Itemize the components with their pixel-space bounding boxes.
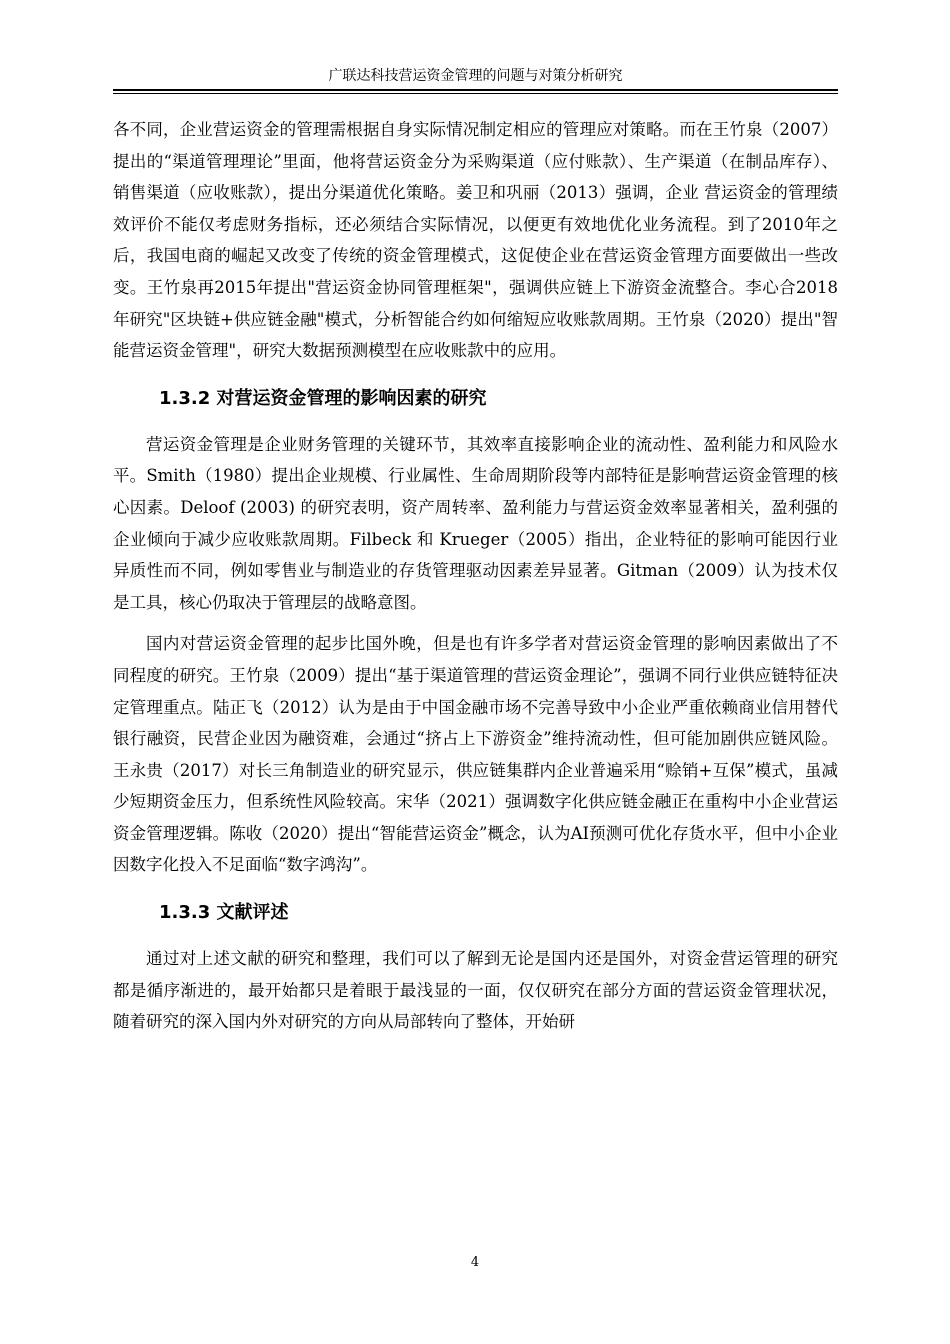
section-heading-1-3-2: 1.3.2 对营运资金管理的影响因素的研究 — [159, 387, 487, 409]
section-heading-1-3-3: 1.3.3 文献评述 — [159, 902, 289, 924]
paragraph-continued: 各不同，企业营运资金的管理需根据自身实际情况制定相应的管理应对策略。而在王竹泉（2007）提出的“渠道管理理论”里面，他将营运资金分为采购渠道（应付账款）、生产渠道（在制品库存）、销售渠道（应收账款），提出分渠道优化策略。姜卫和巩丽（2013）强调，企业 营运资金的管理绩效评价不能仅考虑财务指标，还必须结合实际情况，以便更有效地优化业务流程。到了2010年之后，我国电商的崛起又改变了传统的资金管理模式，这促使企业在营运资金管理方面要做出一些改变。王竹泉再2015年提出"营运资金协同管理框架"，强调供应链上下游资金流整合。李心合2018年研究"区块链+供应链金融"模式，分析智能合约如何缩短应收账款周期。王竹泉（2020）提出"智能营运资金管理"，研究大数据预测模型在应收账款中的应用。 — [113, 120, 838, 361]
spacer — [113, 618, 838, 628]
header-rule — [113, 89, 838, 91]
paragraph-literature-review: 通过对上述文献的研究和整理，我们可以了解到无论是国内还是国外，对资金营运管理的研究都是循序渐进的，最开始都只是着眼于最浅显的一面，仅仅研究在部分方面的营运资金管理状况，随着研究的深入国内外对研究的方向从局部转向了整体，开始研 — [113, 949, 838, 1032]
body-text — [113, 114, 838, 1038]
running-header: 广联达科技营运资金管理的问题与对策分析研究 — [328, 68, 623, 84]
spacer — [113, 881, 838, 891]
paragraph-foreign-research: 营运资金管理是企业财务管理的关键环节，其效率直接影响企业的流动性、盈利能力和风险水平。Smith（1980）提出企业规模、行业属性、生命周期阶段等内部特征是影响营运资金管理的核心因素。Deloof (2003) 的研究表明，资产周转率、盈利能力与营运资金效率显著相关，盈利强的企业倾向于减少应收账款周期。Filbeck 和 Krueger（2005）指出，企业特征的影响可能因行业异质性而不同，例如零售业与制造业的存货管理驱动因素差异显著。Gitman（2009）认为技术仅是工具，核心仍取决于管理层的战略意图。 — [113, 434, 838, 612]
page-number: 4 — [470, 1255, 480, 1270]
header-rule-thin — [113, 93, 838, 94]
spacer — [113, 367, 838, 377]
paragraph-domestic-research: 国内对营运资金管理的起步比国外晚，但是也有许多学者对营运资金管理的影响因素做出了不同程度的研究。王竹泉（2009）提出“基于渠道管理的营运资金理论”，强调不同行业供应链特征决定管理重点。陆正飞（2012）认为是由于中国金融市场不完善导致中小企业严重依赖商业信用替代银行融资，民营企业因为融资难，会通过“挤占上下游资金”维持流动性，但可能加剧供应链风险。王永贵（2017）对长三角制造业的研究显示，供应链集群内企业普遍采用“赊销+互保”模式，虽减少短期资金压力，但系统性风险较高。宋华（2021）强调数字化供应链金融正在重构中小企业营运资金管理逻辑。陈收（2020）提出“智能营运资金”概念，认为AI预测可优化存货水平，但中小企业因数字化投入不足面临“数字鸿沟”。 — [113, 634, 838, 875]
